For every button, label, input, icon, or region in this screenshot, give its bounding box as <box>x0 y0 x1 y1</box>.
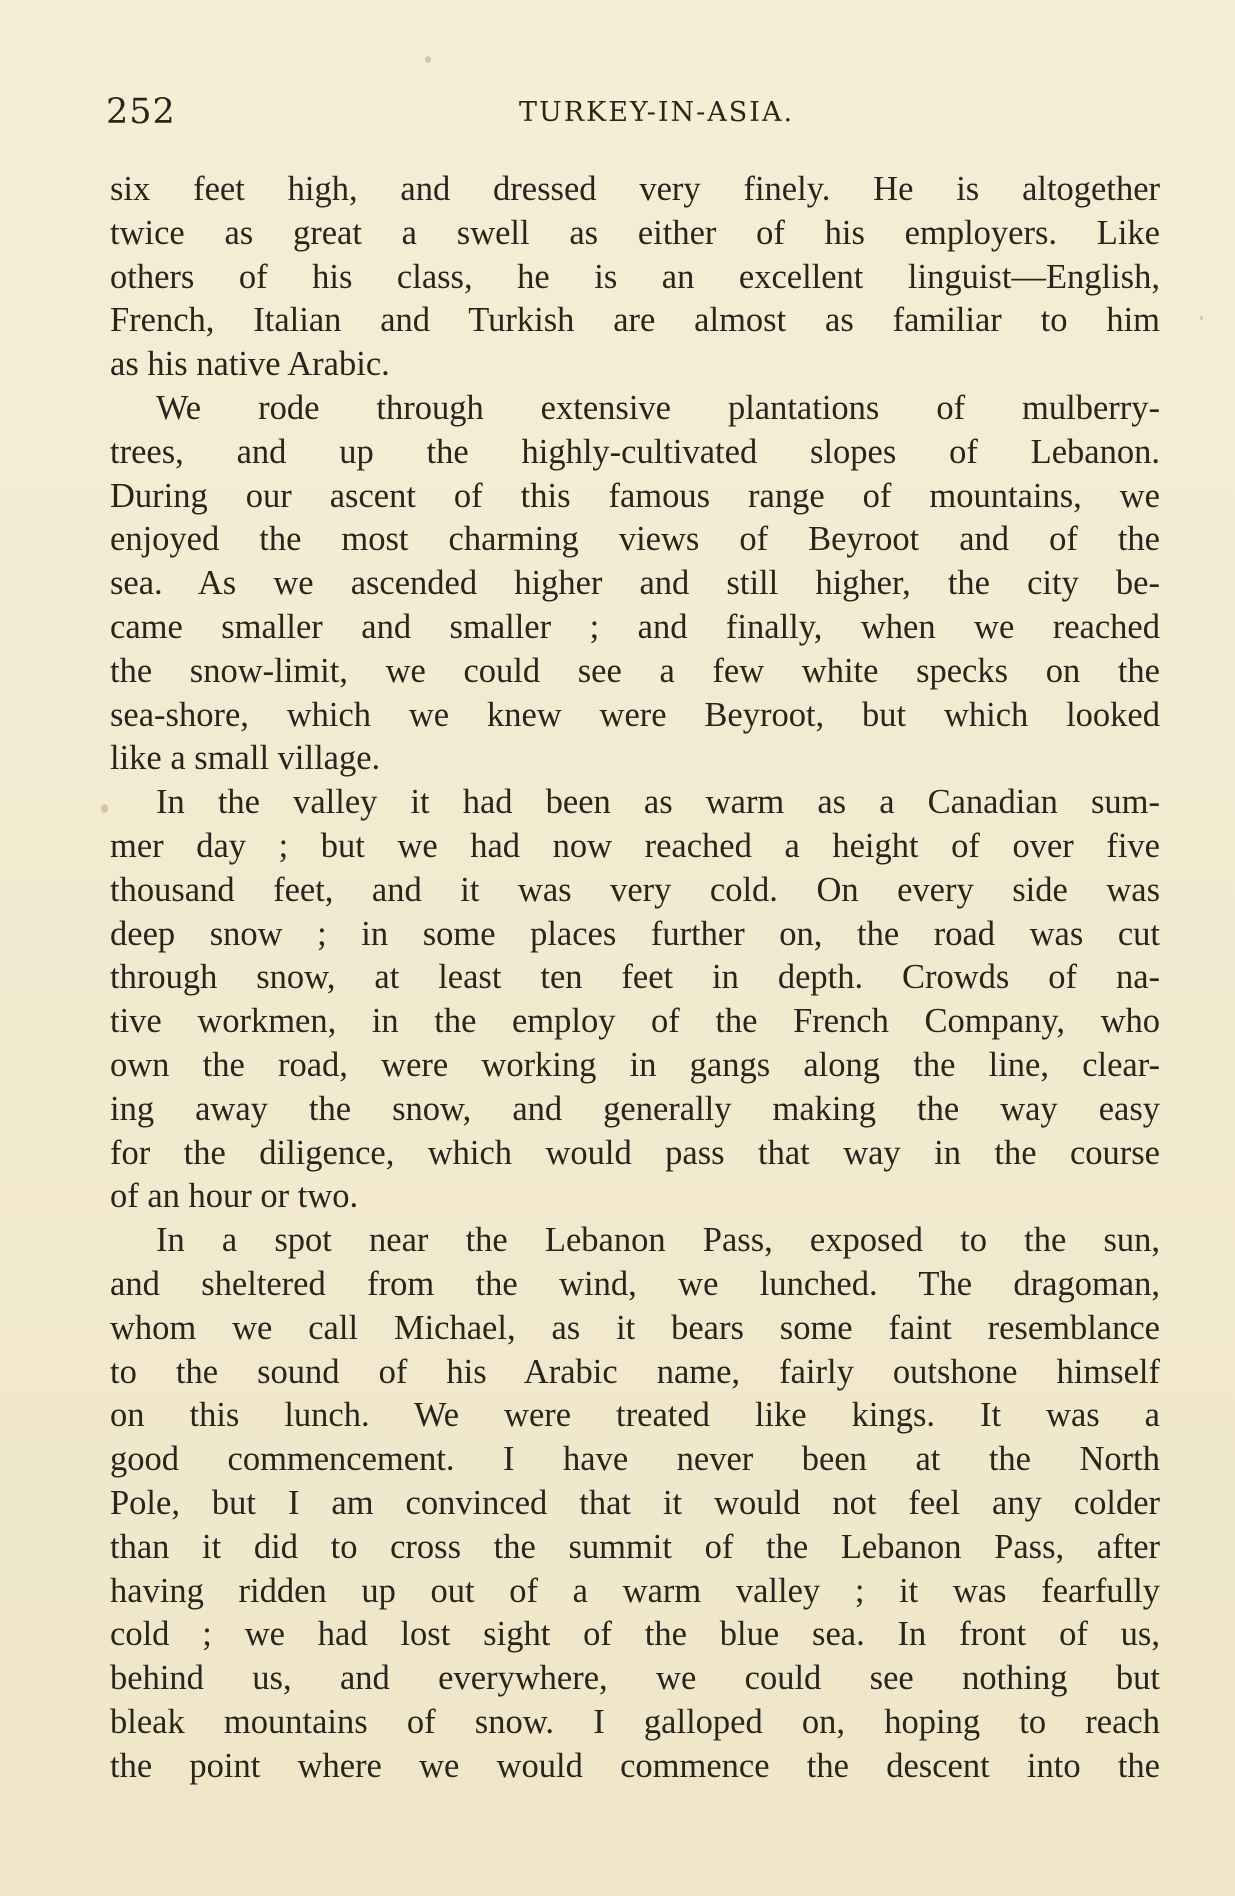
text-line: twice as great a swell as either of his employers. Like <box>110 213 1160 252</box>
text-line: on this lunch. We were treated like kings. It was a <box>110 1396 1160 1435</box>
text-line: as his native Arabic. <box>110 345 390 384</box>
text-line: own the road, were working in gangs along the line, clear- <box>110 1045 1160 1084</box>
text-line: for the diligence, which would pass that way in the course <box>110 1133 1160 1172</box>
text-line: We rode through extensive plantations of mulberry- <box>156 388 1160 427</box>
text-line: sea-shore, which we knew were Beyroot, but which looked <box>110 695 1160 734</box>
text-line: came smaller and smaller ; and finally, when we reached <box>110 607 1160 646</box>
text-line: having ridden up out of a warm valley ; it was fearfully <box>110 1571 1160 1610</box>
text-line: and sheltered from the wind, we lunched. The dragoman, <box>110 1264 1160 1303</box>
text-line: bleak mountains of snow. I galloped on, hoping to reach <box>110 1702 1160 1741</box>
paragraph <box>110 781 1160 1219</box>
text-line: to the sound of his Arabic name, fairly outshone himself <box>110 1352 1160 1391</box>
text-line: through snow, at least ten feet in depth. Crowds of na- <box>110 958 1160 997</box>
text-line: thousand feet, and it was very cold. On every side was <box>110 870 1160 909</box>
paragraph <box>110 1219 1160 1788</box>
text-line: trees, and up the highly-cultivated slopes of Lebanon. <box>110 432 1160 471</box>
text-line: whom we call Michael, as it bears some faint resemblance <box>110 1308 1160 1347</box>
text-line: others of his class, he is an excellent linguist—English, <box>110 257 1160 296</box>
text-line: Pole, but I am convinced that it would not feel any colder <box>110 1483 1160 1522</box>
paragraph <box>110 168 1160 387</box>
text-line: good commencement. I have never been at the North <box>110 1440 1160 1479</box>
text-line: mer day ; but we had now reached a height of over five <box>110 826 1160 865</box>
text-line: French, Italian and Turkish are almost as familiar to him <box>110 301 1160 340</box>
text-line: of an hour or two. <box>110 1177 359 1216</box>
running-title: TURKEY-IN-ASIA. <box>518 97 795 128</box>
paper-foxing-spot <box>425 56 431 63</box>
text-line: behind us, and everywhere, we could see nothing but <box>110 1659 1160 1698</box>
text-line: the point where we would commence the descent into the <box>110 1746 1160 1785</box>
running-head <box>106 92 1177 142</box>
text-line: During our ascent of this famous range of mountains, we <box>110 476 1160 515</box>
page-number: 252 <box>106 92 176 132</box>
text-line: six feet high, and dressed very finely. He is altogether <box>110 170 1160 208</box>
paragraph <box>110 387 1160 781</box>
text-line: In a spot near the Lebanon Pass, exposed to the sun, <box>156 1221 1160 1260</box>
text-line: the snow-limit, we could see a few white specks on the <box>110 651 1160 690</box>
text-line: In the valley it had been as warm as a Canadian sum- <box>156 783 1160 822</box>
text-line: enjoyed the most charming views of Beyroot and of the <box>110 520 1160 559</box>
paper-foxing-spot <box>101 804 108 813</box>
text-line: than it did to cross the summit of the Lebanon Pass, after <box>110 1527 1160 1566</box>
body-text <box>110 168 1160 1788</box>
text-line: sea. As we ascended higher and still higher, the city be- <box>110 564 1160 603</box>
text-line: cold ; we had lost sight of the blue sea. In front of us, <box>110 1615 1160 1654</box>
paper-foxing-spot <box>1200 316 1203 320</box>
text-line: ing away the snow, and generally making the way easy <box>110 1089 1160 1128</box>
text-line: like a small village. <box>110 739 381 778</box>
text-line: tive workmen, in the employ of the French Company, who <box>110 1002 1160 1041</box>
text-line: deep snow ; in some places further on, the road was cut <box>110 914 1160 953</box>
